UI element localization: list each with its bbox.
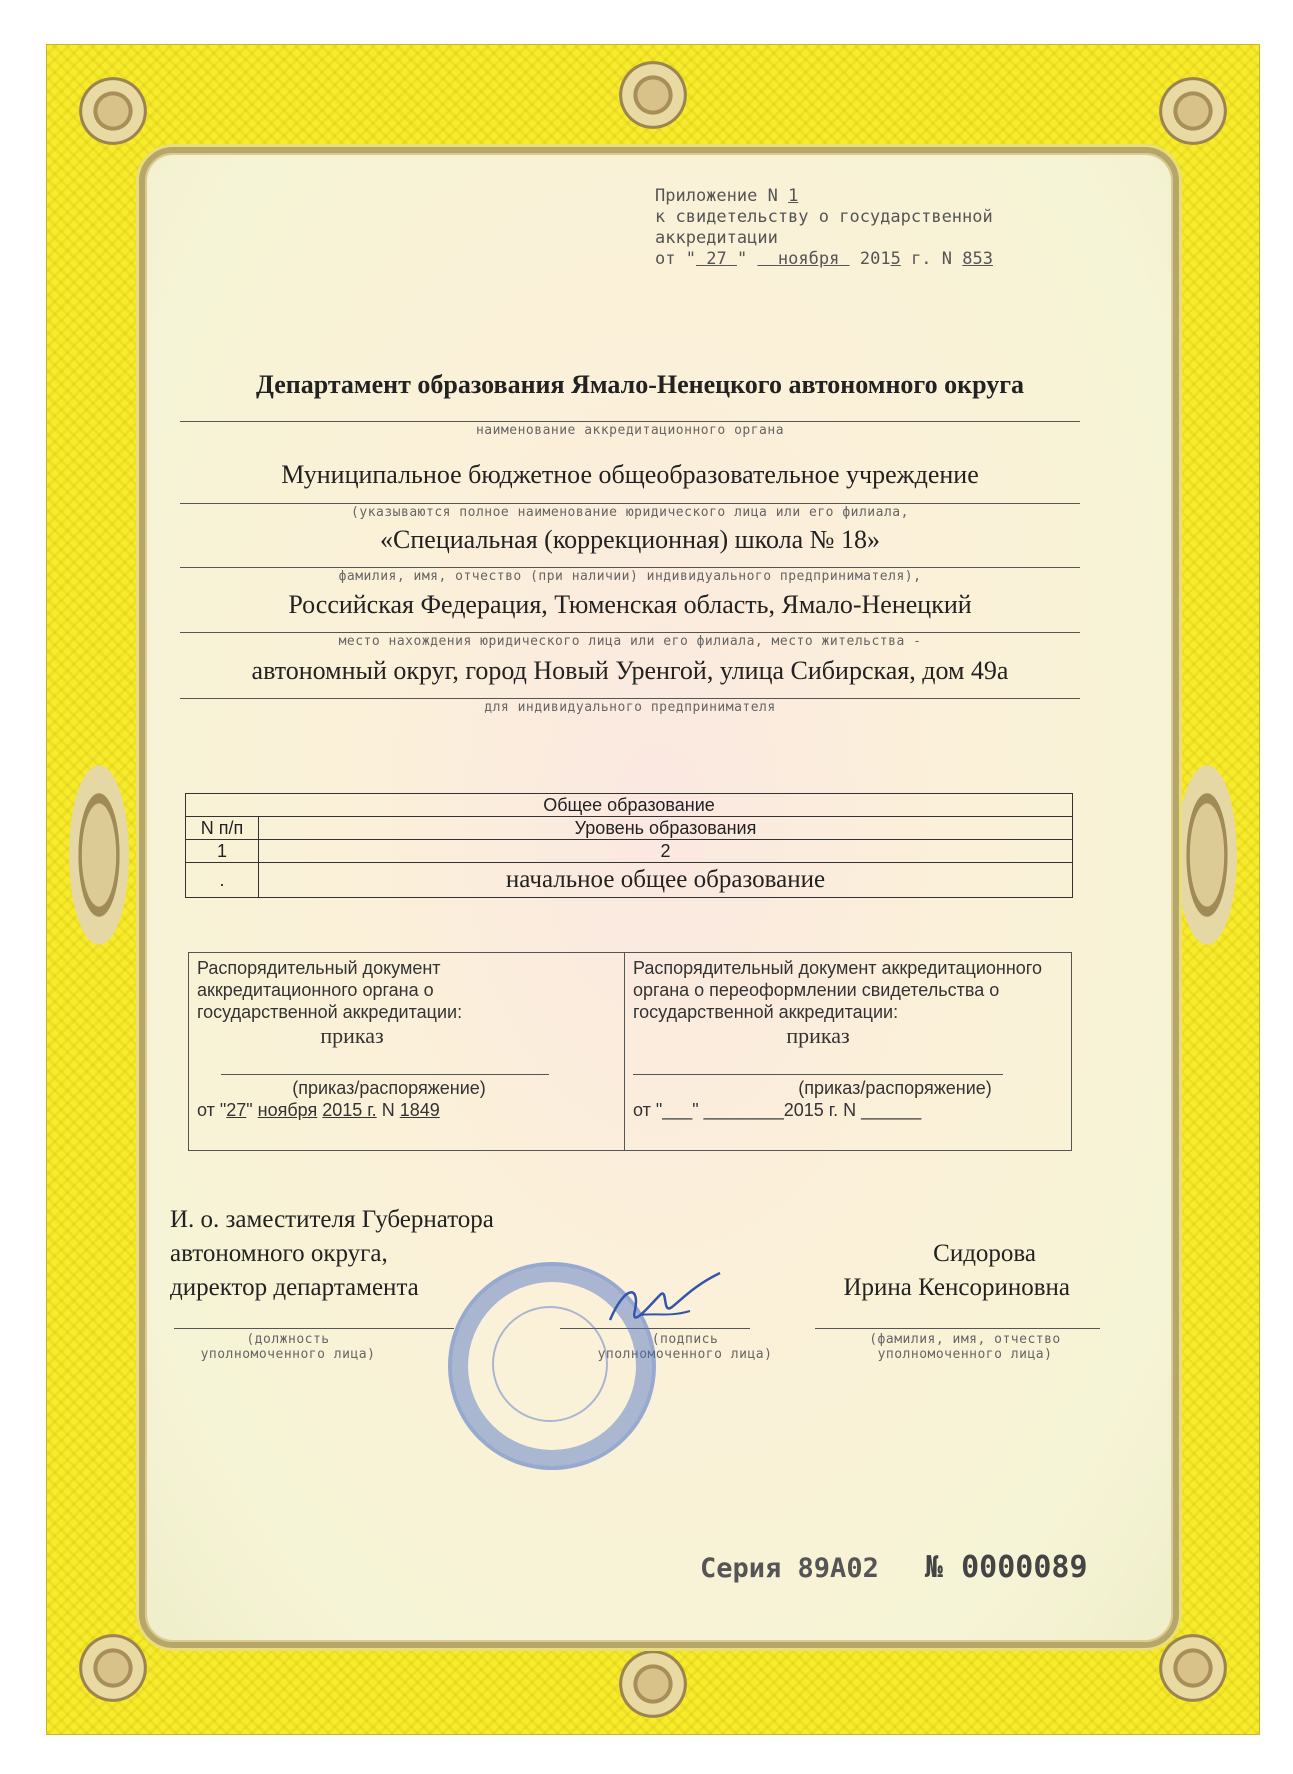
address-line1: Российская Федерация, Тюменская область, Ямало-Ненецкий (288, 590, 972, 619)
accreditation-order-caption: (приказ/распоряжение) (292, 1078, 486, 1098)
signatory-name-line2: Ирина Кенсориновна (843, 1274, 1070, 1301)
series (700, 1553, 879, 1584)
reissue-order (624, 953, 1071, 1150)
org-name-caption2: фамилия, имя, отчество (при наличии) индивидуального предпринимателя), (338, 569, 922, 584)
org-name-line1: Муниципальное бюджетное общеобразовательное учреждение (281, 460, 979, 489)
reissue-order-title: Распорядительный документ аккредитационного органа о переоформлении свидетельства о государственной аккредитации: (633, 958, 1042, 1022)
accreditation-order-date: от "27" ноября 2015 г. N 1849 (197, 1100, 440, 1120)
address-caption1: место нахождения юридического лица или его филиала, место жительства - (338, 634, 922, 649)
org-name-underline2 (180, 567, 1080, 568)
orders-block (188, 952, 1072, 1151)
signatory-position-line1: И. о. заместителя Губернатора (170, 1206, 494, 1233)
col-level-index: 2 (259, 840, 1073, 863)
series-value: 89А02 (797, 1553, 879, 1584)
position-underline (174, 1328, 454, 1329)
appendix-line2: к свидетельству о государственной (655, 207, 993, 227)
series-label: Серия (700, 1553, 782, 1584)
reissue-order-kind: приказ (786, 1023, 850, 1048)
org-name-line2: «Специальная (коррекционная) школа № 18» (380, 525, 880, 554)
reissue-order-date: от "___" ________2015 г. N ______ (633, 1100, 922, 1120)
appendix-line1: Приложение N 1 (655, 186, 799, 206)
table-index-row (186, 840, 1073, 863)
accreditation-order-title: Распорядительный документ аккредитационного органа о государственной аккредитации: (197, 958, 463, 1022)
number-label: № (925, 1550, 944, 1585)
appendix-header (655, 186, 993, 270)
accreditation-order-kind: приказ (320, 1023, 384, 1048)
name-caption-line1: (фамилия, имя, отчество (869, 1332, 1061, 1347)
signatory-position-line3: директор департамента (170, 1274, 419, 1301)
corner-ornament-top-left (77, 75, 149, 147)
name-underline (815, 1328, 1100, 1329)
name-caption-line2: уполномоченного лица) (877, 1347, 1053, 1362)
table-row (186, 863, 1073, 898)
top-center-ornament (617, 59, 689, 131)
accreditation-order (189, 953, 624, 1150)
position-caption-line2: уполномоченного лица) (200, 1347, 376, 1362)
education-levels-table (185, 793, 1073, 898)
reissue-order-caption: (приказ/распоряжение) (798, 1078, 992, 1098)
signatory-name (780, 1237, 1070, 1305)
accreditation-order-kind-line (221, 1074, 549, 1075)
corner-ornament-bottom-right (1157, 1632, 1229, 1704)
blank-number (925, 1550, 1088, 1585)
col-number-index: 1 (186, 840, 259, 863)
bottom-center-ornament (617, 1648, 689, 1720)
name-caption (840, 1332, 1090, 1362)
reissue-order-kind-line (633, 1074, 1003, 1075)
corner-ornament-top-right (1157, 75, 1229, 147)
table-header-row (186, 817, 1073, 840)
address-underline1 (180, 632, 1080, 633)
right-side-ornament (1177, 765, 1237, 945)
number-value: 0000089 (961, 1550, 1088, 1585)
authority-underline (180, 421, 1080, 422)
seal-emblem (492, 1306, 608, 1422)
position-caption-line1: (должность (246, 1332, 330, 1347)
table-title: Общее образование (186, 794, 1073, 817)
signatory-position-line2: автономного округа, (170, 1240, 388, 1267)
address-underline2 (180, 698, 1080, 699)
left-side-ornament (69, 765, 129, 945)
org-name-caption1: (указываются полное наименование юридического лица или его филиала, (351, 505, 909, 520)
signatory-position (170, 1203, 494, 1305)
address-caption2: для индивидуального предпринимателя (484, 700, 776, 715)
handwritten-signature (600, 1265, 730, 1345)
col-number-header: N п/п (186, 817, 259, 840)
corner-ornament-bottom-left (77, 1632, 149, 1704)
appendix-date: от " 27 " ноября 2015 г. N 853 (655, 249, 993, 269)
col-level-header: Уровень образования (259, 817, 1073, 840)
position-caption (178, 1332, 398, 1362)
authority-name: Департамент образования Ямало-Ненецкого автономного округа (255, 370, 1024, 399)
appendix-line3: аккредитации (655, 228, 778, 248)
signatory-name-line1: Сидорова (933, 1240, 1036, 1267)
row-number: . (186, 863, 259, 898)
authority-caption: наименование аккредитационного органа (475, 423, 785, 438)
signature-caption-line1: (подпись (651, 1332, 719, 1347)
signature-caption-line2: уполномоченного лица) (597, 1347, 773, 1362)
table-title-row (186, 794, 1073, 817)
address-line2: автономный округ, город Новый Уренгой, улица Сибирская, дом 49а (251, 656, 1009, 685)
row-level: начальное общее образование (259, 863, 1073, 898)
org-name-underline1 (180, 503, 1080, 504)
